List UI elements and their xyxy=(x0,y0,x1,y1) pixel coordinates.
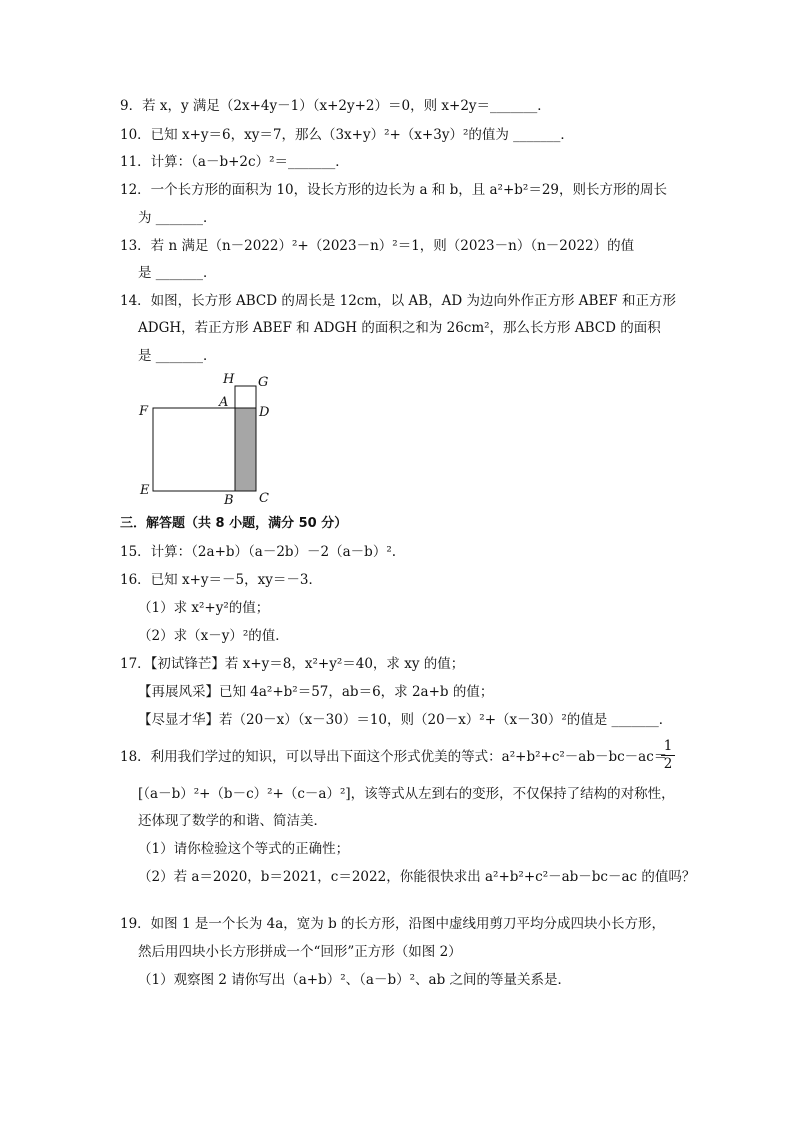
question-15: 15．计算：（2a+b）（a－2b）－2（a－b）². xyxy=(120,544,397,560)
label-h: H xyxy=(223,372,235,387)
question-13-line2: 是 _______． xyxy=(138,265,217,281)
label-f: F xyxy=(139,404,149,419)
fraction-one-half xyxy=(660,738,676,773)
label-a: A xyxy=(219,395,229,410)
question-12-line1: 12．一个长方形的面积为 10，设长方形的边长为 a 和 b，且 a²+b²＝29，则长方形的周长 xyxy=(120,182,668,198)
question-17-line1: 17．【初试锋芒】若 x+y＝8，x²+y²＝40，求 xy 的值； xyxy=(120,656,465,672)
square-adgh xyxy=(235,386,256,408)
square-abef xyxy=(153,408,235,491)
label-g: G xyxy=(258,375,269,390)
question-11: 11．计算：（a－b+2c）²＝_______． xyxy=(120,154,349,170)
question-14-line2: ADGH，若正方形 ABEF 和 ADGH 的面积之和为 26cm²，那么长方形 ABCD 的面积 xyxy=(138,320,661,336)
label-d: D xyxy=(259,405,270,420)
label-b: B xyxy=(224,493,234,508)
question-14-line1: 14．如图，长方形 ABCD 的周长是 12cm，以 AB，AD 为边向外作正方形 ABEF 和正方形 xyxy=(120,293,676,309)
question-19-line1: 19．如图 1 是一个长为 4a，宽为 b 的长方形，沿图中虚线用剪刀平均分成四块小长方形， xyxy=(120,916,666,932)
question-18-line2: [（a－b）²+（b－c）²+（c－a）²]，该等式从左到右的变形，不仅保持了结构的对称性， xyxy=(138,786,675,802)
label-e: E xyxy=(140,483,150,498)
question-13-line1: 13．若 n 满足（n－2022）²+（2023－n）²＝1，则（2023－n）（n－2022）的值 xyxy=(120,238,635,254)
question-19-line2: 然后用四块小长方形拼成一个“回形”正方形（如图 2） xyxy=(138,944,462,960)
question-9: 9．若 x，y 满足（2x+4y－1）（x+2y+2）＝0，则 x+2y＝_______． xyxy=(120,98,551,114)
question-19-part1: （1）观察图 2 请你写出（a+b）²、（a－b）²、ab 之间的等量关系是． xyxy=(138,972,572,988)
question-17-line3: 【尽显才华】若（20－x）（x－30）＝10，则（20－x）²+（x－30）²的值是 _______． xyxy=(138,712,673,728)
question-18-line3: 还体现了数学的和谐、简洁美． xyxy=(138,813,327,829)
question-17-line2: 【再展风采】已知 4a²+b²＝57，ab＝6，求 2a+b 的值； xyxy=(138,684,494,700)
fraction-numerator: 1 xyxy=(663,738,673,754)
rectangle-squares-figure xyxy=(130,370,280,510)
question-10: 10．已知 x+y＝6，xy＝7，那么（3x+y）²+（x+3y）²的值为 _______． xyxy=(120,127,574,143)
question-18-part1: （1）请你检验这个等式的正确性； xyxy=(138,841,350,857)
label-c: C xyxy=(259,491,269,506)
question-16-part1: （1）求 x²+y²的值； xyxy=(138,600,270,616)
question-16-part2: （2）求（x－y）²的值． xyxy=(138,628,289,644)
rectangle-abcd xyxy=(235,408,256,491)
section-3-heading: 三．解答题（共 8 小题，满分 50 分） xyxy=(120,516,348,531)
question-18-part2: （2）若 a＝2020，b＝2021，c＝2022，你能很快求出 a²+b²+c²－ab－bc－ac 的值吗？ xyxy=(138,869,696,885)
question-12-line2: 为 _______． xyxy=(138,210,217,226)
fraction-denominator: 2 xyxy=(663,756,673,772)
question-16: 16．已知 x+y＝－5，xy＝－3． xyxy=(120,572,322,588)
question-14-line3: 是 _______． xyxy=(138,348,217,364)
question-18-line1: 18．利用我们学过的知识，可以导出下面这个形式优美的等式：a²+b²+c²－ab－bc－ac＝ xyxy=(120,749,668,765)
